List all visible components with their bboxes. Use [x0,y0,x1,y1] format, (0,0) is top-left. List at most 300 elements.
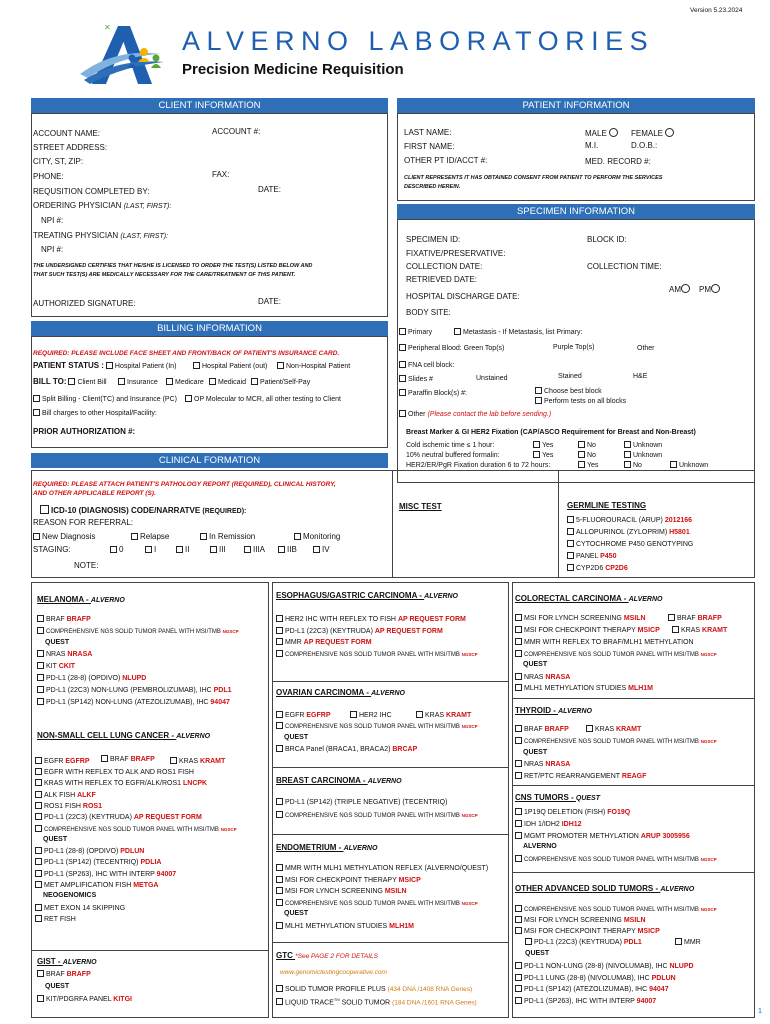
breast-checkbox[interactable] [276,811,283,818]
other-solid-pdl1-checkbox[interactable] [515,997,522,1004]
colorectal-braf-code: BRAFP [697,615,722,622]
melanoma-checkbox[interactable] [37,615,44,622]
thyroid-kras-label: KRAS [595,726,617,733]
lung-item-met-amplification-fish[interactable] [35,881,158,889]
medicare-checkbox[interactable] [166,378,173,385]
gtc-liquid-checkbox[interactable] [276,998,283,1005]
esophagus-label: MMR [285,639,304,646]
clinical-required-note-1: REQUIRED: PLEASE ATTACH PATIENT'S PATHOLOGY REPORT (REQUIRED), CLINICAL HISTORY, [33,481,336,488]
slides-label: Slides # [408,376,433,383]
cns-item-idh-1-idh2[interactable] [515,820,582,828]
cold-yes-checkbox[interactable] [533,441,540,448]
cns-item-comprehensive-ngs-solid-tumor-panel-with[interactable] [515,855,717,863]
ovarian-kras-checkbox[interactable] [416,711,423,718]
gist-item-kit-pdgrfa-panel[interactable] [37,995,132,1003]
lung-label: KRAS WITH REFLEX TO EGFR/ALK/ROS1 [44,780,183,788]
lung-checkbox[interactable] [35,802,42,809]
breast-checkbox[interactable] [276,798,283,805]
colorectal-checkbox[interactable] [515,650,522,657]
alverno-logo [60,18,170,86]
esophagus-subtitle: ALVERNO [424,593,458,600]
germline-item-5-fluorouracil-arup[interactable] [567,516,692,524]
esophagus-checkbox[interactable] [276,627,283,634]
ovarian-label: QUEST [284,733,309,741]
city-state-zip-label: CITY, ST, ZIP: [33,157,84,166]
ordering-physician-label: ORDERING PHYSICIAN [33,201,124,210]
other-solid-pdl1-label: PD-L1 NON-LUNG (28-8) (NIVOLUMAB), IHC [524,963,670,970]
self-pay-checkbox[interactable] [251,378,258,385]
pm-radio[interactable] [711,284,720,293]
gtc-profile-checkbox[interactable] [276,985,283,992]
lung-item-alk-fish[interactable] [35,791,96,799]
endometrium-item-mlh1-methylation-studies[interactable] [276,922,414,930]
other-mmr-label: MMR [684,939,701,946]
fixation-unknown-checkbox[interactable] [670,461,677,468]
melanoma-item-pd-l1-28-8-opdivo[interactable] [37,674,146,682]
other-solid-item-comprehensive-ngs-solid-tumor-panel-with[interactable] [515,905,717,913]
medicaid-checkbox[interactable] [209,378,216,385]
other-solid-label: MSI FOR CHECKPOINT THERAPY [524,928,638,936]
clinical-info-header: CLINICAL FORMATION [31,453,388,468]
germline-testing-title: GERMLINE TESTING [567,501,647,510]
thyroid-braf-checkbox[interactable] [515,725,522,732]
esophagus-label: COMPREHENSIVE NGS SOLID TUMOR PANEL WITH MSI/TMB [285,651,462,658]
medicare-label: Medicare [175,379,204,386]
thyroid-checkbox[interactable] [515,772,522,779]
other-solid-checkbox[interactable] [515,905,522,912]
esophagus-label: PD-L1 (22C3) (KEYTRUDA) [285,627,375,635]
lung-item-pd-l1-22c3-keytruda[interactable] [35,813,202,821]
peripheral-blood-checkbox[interactable] [399,344,406,351]
melanoma-checkbox[interactable] [37,698,44,705]
first-name-label: FIRST NAME: [404,142,455,151]
endometrium-label: MMR WITH MLH1 METHYLATION REFLEX (ALVERNO/QUEST) [285,865,489,872]
fax-label: FAX: [212,170,230,179]
bill-other-checkbox[interactable] [33,409,40,416]
thyroid-label: COMPREHENSIVE NGS SOLID TUMOR PANEL WITH MSI/TMB [524,739,701,745]
split-billing-checkbox[interactable] [33,395,40,402]
melanoma-checkbox[interactable] [37,674,44,681]
lung-braf-code: BRAFP [130,756,155,763]
cold-no-checkbox[interactable] [578,441,585,448]
lung-checkbox[interactable] [35,881,42,888]
endometrium-subtitle: ALVERNO [343,845,378,852]
germline-item-allopurinol-zyloprim[interactable] [567,528,690,536]
melanoma-item-comprehensive-ngs-solid-tumor-panel-with[interactable] [37,627,239,635]
hospital-out-checkbox[interactable] [193,362,200,369]
endometrium-item-comprehensive-ngs-solid-tumor-panel-with[interactable] [276,899,478,907]
dob-label: D.O.B.: [631,141,658,150]
colorectal-checkbox[interactable] [515,673,522,680]
cns-checkbox[interactable] [515,808,522,815]
colorectal-checkbox[interactable] [515,638,522,645]
other-solid-code: NGSCP [700,907,717,912]
stage-iii-checkbox[interactable] [210,546,217,553]
other-solid-item-msi-for-checkpoint-therapy[interactable] [515,927,660,935]
melanoma-checkbox[interactable] [37,650,44,657]
icd10-required: (REQUIRED): [202,508,247,515]
lung-item-ros1-fish[interactable] [35,802,102,810]
melanoma-item-nras[interactable] [37,650,92,658]
other-specimen-checkbox[interactable] [399,410,406,417]
gtc-trademark: TM [333,997,340,1002]
esophagus-item-comprehensive-ngs-solid-tumor-panel-with[interactable] [276,650,478,658]
lung-egfr-checkbox[interactable] [35,757,42,764]
cns-checkbox[interactable] [515,855,522,862]
stage-iv-label: IV [322,545,330,554]
melanoma-checkbox[interactable] [37,662,44,669]
client-bill-checkbox[interactable] [68,378,75,385]
melanoma-item-kit[interactable] [37,662,75,670]
op-molecular-checkbox[interactable] [185,395,192,402]
ovarian-egfr-checkbox[interactable] [276,711,283,718]
paraffin-checkbox[interactable] [399,389,406,396]
treating-physician-label: TREATING PHYSICIAN [33,231,121,240]
lung-checkbox[interactable] [35,825,42,832]
stage-iib-label: IIB [287,545,297,554]
stage-iv-checkbox[interactable] [313,546,320,553]
melanoma-item-pd-l1-sp142-non-lung-atezolizumab-ihc[interactable] [37,698,230,706]
lung-kras-checkbox[interactable] [170,757,177,764]
endometrium-item-mmr-with-mlh1-methylation-reflex-alverno[interactable] [276,864,488,872]
lung-checkbox[interactable] [35,813,42,820]
icd10-checkbox[interactable] [40,505,49,514]
female-label: FEMALE [631,129,664,138]
melanoma-item-pd-l1-22c3-non-lung-pembrolizumab-ihc[interactable] [37,686,232,694]
relapse-label: Relapse [140,532,170,541]
stage-i-checkbox[interactable] [145,546,152,553]
lung-checkbox[interactable] [35,858,42,865]
melanoma-item-quest [45,639,69,646]
endometrium-checkbox[interactable] [276,922,283,929]
relapse-checkbox[interactable] [131,533,138,540]
colorectal-item-mmr-with-reflex-to-braf-mlh1-methylation[interactable] [515,638,694,646]
gist-item-braf[interactable] [37,970,91,978]
staging-label: STAGING: [33,545,71,554]
endometrium-label: COMPREHENSIVE NGS SOLID TUMOR PANEL WITH MSI/TMB [285,900,462,907]
colorectal-label: NRAS [524,673,546,681]
lung-checkbox[interactable] [35,768,42,775]
formalin-unknown-checkbox[interactable] [624,451,631,458]
colorectal-label: COMPREHENSIVE NGS SOLID TUMOR PANEL WITH MSI/TMB [524,651,701,658]
breast-item-comprehensive-ngs-solid-tumor-panel-with[interactable] [276,811,478,819]
non-hospital-checkbox[interactable] [277,362,284,369]
endometrium-title: ENDOMETRIUM - [276,843,344,852]
lung-kras-label: KRAS [179,758,201,765]
germline-label: CYP2D6 [576,565,606,572]
left-column-box [31,582,269,1018]
neutral-formalin-label: 10% neutral buffered formalin: [406,452,500,459]
germline-code: P450 [600,553,617,560]
middle-initial-label: M.I. [585,141,599,150]
endometrium-item-msi-for-checkpoint-therapy[interactable] [276,876,421,884]
cns-item-1p19q-deletion-fish[interactable] [515,808,630,816]
other-mmr-checkbox[interactable] [675,938,682,945]
formalin-no-label: No [587,452,596,459]
colorectal-item-mlh1-methylation-studies[interactable] [515,684,653,692]
lung-label: QUEST [43,835,68,843]
cns-item-alverno [523,843,557,850]
other-solid-label: COMPREHENSIVE NGS SOLID TUMOR PANEL WITH MSI/TMB [524,907,701,913]
ovarian-label: BRCA Panel (BRACA1, BRACA2) [285,746,393,753]
gist-checkbox[interactable] [37,970,44,977]
colorectal-msi-cp-checkbox[interactable] [515,626,522,633]
hospital-in-label: Hospital Patient (In) [114,363,177,370]
melanoma-label: PD-L1 (22C3) NON-LUNG (PEMBROLIZUMAB), IHC [46,686,214,694]
colorectal-kras-code: KRAMT [702,627,728,634]
misc-test-label: MISC TEST [399,502,442,511]
other-pdl1-checkbox[interactable] [525,938,532,945]
breast-code: NGSCP [461,812,478,818]
esophagus-item-pd-l1-22c3-keytruda[interactable] [276,627,443,635]
esophagus-label: HER2 IHC WITH REFLEX TO FISH [285,616,398,623]
melanoma-item-braf[interactable] [37,615,91,623]
metastasis-checkbox[interactable] [454,328,461,335]
certification-text-2: THAT SUCH TEST(S) ARE MEDICALLY NECESSARY FOR THE CARE/TREATMENT OF THIS PATIENT. [33,272,296,278]
prior-authorization-label: PRIOR AUTHORIZATION #: [33,427,136,436]
melanoma-code: NLUPD [122,675,147,682]
ovarian-item-quest [284,734,308,741]
ovarian-checkbox[interactable] [276,745,283,752]
colorectal-kras-checkbox[interactable] [672,626,679,633]
ovarian-checkbox[interactable] [276,722,283,729]
cns-label: COMPREHENSIVE NGS SOLID TUMOR PANEL WITH MSI/TMB [524,857,701,864]
stained-label: Stained [558,373,582,380]
other-patient-id-label: OTHER PT ID/ACCT #: [404,156,488,165]
germline-checkbox[interactable] [567,564,574,571]
client-info-header: CLIENT INFORMATION [31,98,388,113]
hospital-in-checkbox[interactable] [106,362,113,369]
germline-label: PANEL [576,553,601,560]
female-radio[interactable] [665,128,674,137]
stage-ii-checkbox[interactable] [176,546,183,553]
endometrium-checkbox[interactable] [276,876,283,883]
male-radio[interactable] [609,128,618,137]
melanoma-checkbox[interactable] [37,627,44,634]
esophagus-item-mmr[interactable] [276,638,372,646]
germline-checkbox[interactable] [567,528,574,535]
other-solid-checkbox[interactable] [515,927,522,934]
new-diagnosis-checkbox[interactable] [33,533,40,540]
other-solid-pdl1-label: PD-L1 (SP263), IHC WITH INTERP [524,997,637,1005]
thyroid-code: REAGF [621,772,647,780]
page-number: 1 [758,1008,762,1015]
endometrium-code: NGSCP [461,900,478,906]
cns-code: IDH12 [561,820,582,828]
authorized-signature-label: AUTHORIZED SIGNATURE: [33,299,136,308]
lung-braf-checkbox[interactable] [101,755,108,762]
lung-egfr-label: EGFR [44,758,66,765]
germline-checkbox[interactable] [567,516,574,523]
breast-marker-title: Breast Marker & GI HER2 Fixation (CAP/ASCO Requirement for Breast and Non-Breast) [406,429,696,436]
medical-record-label: MED. RECORD #: [585,157,651,166]
other-solid-pdl1-item-pd-l1-sp142-atezolizumab-ihc[interactable] [515,985,669,993]
retrieved-date-label: RETRIEVED DATE: [406,275,477,284]
lung-label: PD-L1 (SP263), IHC WITH INTERP [44,870,157,878]
esophagus-checkbox[interactable] [276,615,283,622]
fixation-yes-checkbox[interactable] [578,461,585,468]
gist-label: QUEST [45,982,70,990]
cns-item-mgmt-promoter-methylation[interactable] [515,832,690,840]
other-solid-pdl1-checkbox[interactable] [515,985,522,992]
thyroid-kras-checkbox[interactable] [586,725,593,732]
cns-checkbox[interactable] [515,820,522,827]
fna-label: FNA cell block: [408,362,455,369]
formalin-unknown-label: Unknown [633,452,663,459]
endometrium-checkbox[interactable] [276,864,283,871]
lung-checkbox[interactable] [35,904,42,911]
he-label: H&E [633,373,648,380]
melanoma-label: PD-L1 (28-8) (OPDIVO) [46,675,123,682]
ovarian-her2-checkbox[interactable] [350,711,357,718]
gist-checkbox[interactable] [37,995,44,1002]
germline-item-panel[interactable] [567,552,616,560]
other-solid-pdl1-item-pd-l1-non-lung-28-8-nivolumab-ihc[interactable] [515,962,694,970]
bill-other-label: Bill charges to other Hospital/Facility: [42,410,157,417]
gtc-url[interactable]: www.genomictestingcooperative.com [280,969,387,976]
ovarian-item-brca-panel-braca1-braca2[interactable] [276,745,417,753]
phone-label: PHONE: [33,172,64,181]
endometrium-checkbox[interactable] [276,899,283,906]
other-solid-item-msi-for-lynch-screening[interactable] [515,916,646,924]
fixation-no-checkbox[interactable] [624,461,631,468]
thyroid-item-nras[interactable] [515,760,570,768]
specimen-info-header: SPECIMEN INFORMATION [397,204,755,219]
stage-0-checkbox[interactable] [110,546,117,553]
other-solid-pdl1-item-pd-l1-lung-28-8-nivolumab-ihc[interactable] [515,974,676,982]
germline-checkbox[interactable] [567,552,574,559]
colorectal-label: MLH1 METHYLATION STUDIES [524,685,629,692]
other-solid-pdl1-code: PDLUN [651,974,676,982]
melanoma-code: BRAFP [66,616,91,623]
melanoma-label: COMPREHENSIVE NGS SOLID TUMOR PANEL WITH MSI/TMB [46,628,223,635]
lung-item-comprehensive-ngs-solid-tumor-panel-with[interactable] [35,825,237,833]
lung-checkbox[interactable] [35,915,42,922]
lung-item-met-exon-14-skipping[interactable] [35,904,125,912]
germline-item-cytochrome-p450-genotyping[interactable] [567,540,693,548]
colorectal-msi-lynch-checkbox[interactable] [515,614,522,621]
consent-text-2: DESCRIBED HEREIN. [404,184,461,190]
cns-checkbox[interactable] [515,832,522,839]
lung-label: RET FISH [44,915,76,923]
stage-iiia-checkbox[interactable] [244,546,251,553]
lung-item-kras-with-reflex-to-egfr-alk-ros1[interactable] [35,779,207,787]
ovarian-item-comprehensive-ngs-solid-tumor-panel-with[interactable] [276,722,478,730]
melanoma-code: PDL1 [213,686,232,694]
self-pay-label: Patient/Self-Pay [260,379,311,386]
endometrium-item-quest [284,910,308,917]
other-solid-subtitle: ALVERNO [660,886,695,893]
stage-iib-checkbox[interactable] [278,546,285,553]
lung-item-pd-l1-sp142-tecentriq[interactable] [35,858,161,866]
colorectal-kras-label: KRAS [681,627,703,634]
esophagus-item-her2-ihc-with-reflex-to-fish[interactable] [276,615,466,623]
choose-best-block-label: Choose best block [544,388,602,395]
esophagus-code: AP REQUEST FORM [303,639,372,646]
cold-unknown-checkbox[interactable] [624,441,631,448]
primary-checkbox[interactable] [399,328,406,335]
formalin-no-checkbox[interactable] [578,451,585,458]
lung-label: EGFR WITH REFLEX TO ALK AND ROS1 FISH [44,769,194,776]
thyroid-checkbox[interactable] [515,760,522,767]
lung-checkbox[interactable] [35,779,42,786]
ovarian-label: COMPREHENSIVE NGS SOLID TUMOR PANEL WITH MSI/TMB [285,724,462,730]
colorectal-msi-cp-label: MSI FOR CHECKPOINT THERAPY [524,627,638,634]
fixative-label: FIXATIVE/PRESERVATIVE: [406,249,506,258]
colorectal-braf-checkbox[interactable] [668,614,675,621]
lung-item-egfr-with-reflex-to-alk-and-ros1-fish[interactable] [35,768,194,776]
lung-label: ALK FISH [44,791,78,799]
paraffin-label: Paraffin Block(s) #: [408,390,468,397]
endometrium-item-msi-for-lynch-screening[interactable] [276,887,407,895]
thyroid-checkbox[interactable] [515,737,522,744]
lung-checkbox[interactable] [35,847,42,854]
other-solid-checkbox[interactable] [515,916,522,923]
colorectal-checkbox[interactable] [515,684,522,691]
germline-item-cyp2d6[interactable] [567,564,628,572]
client-bill-label: Client Bill [77,379,107,386]
thyroid-item-ret-ptc-rearrangement[interactable] [515,772,646,780]
clinical-required-note-2: AND OTHER APPLICABLE REPORT (S). [33,490,156,497]
melanoma-code: NGSCP [222,628,239,634]
lung-item-pd-l1-sp263-ihc-with-interp[interactable] [35,870,176,878]
melanoma-checkbox[interactable] [37,686,44,693]
esophagus-checkbox[interactable] [276,638,283,645]
melanoma-code: CKIT [58,663,76,671]
choose-best-block-checkbox[interactable] [535,387,542,394]
thyroid-item-comprehensive-ngs-solid-tumor-panel-with[interactable] [515,737,717,745]
cns-label: ALVERNO [523,843,557,851]
am-radio[interactable] [681,284,690,293]
version-label: Version 5.23.2024 [690,7,743,14]
insurance-checkbox[interactable] [118,378,125,385]
perform-all-blocks-checkbox[interactable] [535,397,542,404]
medicaid-label: Medicaid [218,379,247,386]
endometrium-checkbox[interactable] [276,887,283,894]
unstained-label: Unstained [476,375,508,382]
other-solid-pdl1-checkbox[interactable] [515,974,522,981]
fna-checkbox[interactable] [399,361,406,368]
colorectal-item-comprehensive-ngs-solid-tumor-panel-with[interactable] [515,650,717,658]
other-solid-pdl1-checkbox[interactable] [515,962,522,969]
authorized-date-label: DATE: [258,297,281,306]
lung-checkbox[interactable] [35,870,42,877]
germline-checkbox[interactable] [567,540,574,547]
germline-label: ALLOPURINOL (ZYLOPRIM) [576,529,670,536]
melanoma-label: KIT [46,663,59,671]
colorectal-label: QUEST [523,661,548,668]
gtc-liquid-label: LIQUID TRACE [285,999,334,1007]
metastasis-label: Metastasis - If Metastasis, list Primary: [463,329,583,336]
colorectal-item-nras[interactable] [515,673,570,681]
monitoring-checkbox[interactable] [294,533,301,540]
formalin-yes-checkbox[interactable] [533,451,540,458]
other-solid-pdl1-item-pd-l1-sp263-ihc-with-interp[interactable] [515,997,656,1005]
remission-checkbox[interactable] [200,533,207,540]
gist-title: GIST - [37,957,63,966]
lung-checkbox[interactable] [35,791,42,798]
lung-item-pd-l1-28-8-opdivo[interactable] [35,847,144,855]
esophagus-checkbox[interactable] [276,650,283,657]
lung-label: ROS1 FISH [44,802,83,810]
lung-item-ret-fish[interactable] [35,915,76,923]
germline-code: 2012166 [664,517,693,524]
collection-time-label: COLLECTION TIME: [587,262,662,271]
slides-checkbox[interactable] [399,375,406,382]
breast-item-pd-l1-sp142-triple-negative-tecentriq[interactable] [276,798,447,806]
blood-other-label: Other [637,345,655,352]
cns-label: IDH 1/IDH2 [524,820,562,828]
